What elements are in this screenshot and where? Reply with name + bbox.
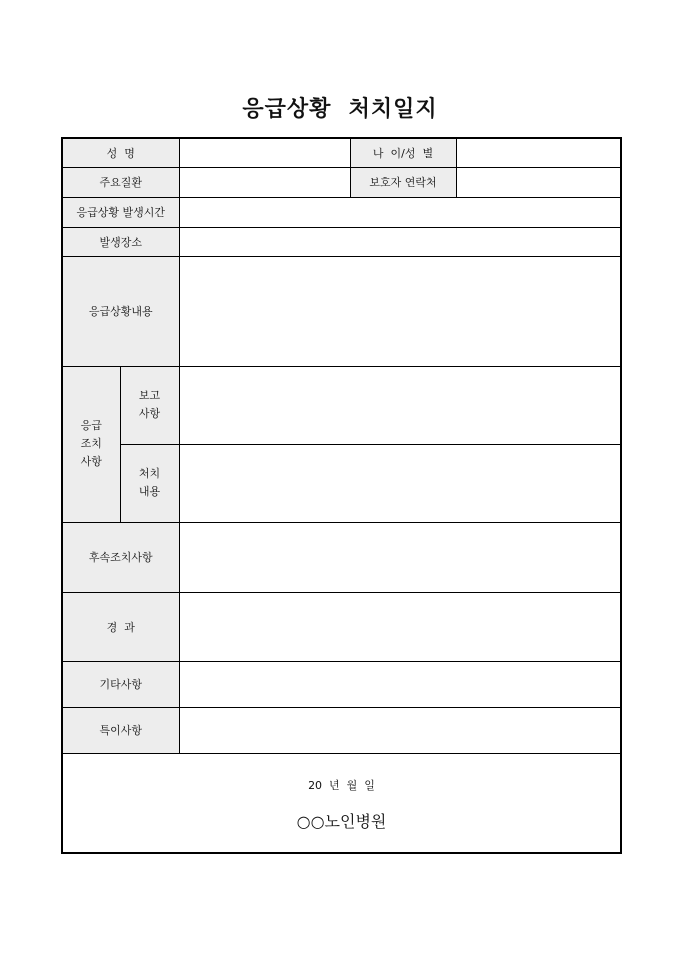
disease-field[interactable] xyxy=(179,167,350,197)
progress-label: 경 과 xyxy=(62,592,179,661)
progress-field[interactable] xyxy=(179,592,621,661)
occurrence-place-label: 발생장소 xyxy=(62,227,179,256)
report-label: 보고 사항 xyxy=(120,366,179,444)
occurrence-time-field[interactable] xyxy=(179,197,621,227)
date-line[interactable]: 20 년 월 일 xyxy=(308,779,375,793)
disease-label: 주요질환 xyxy=(62,167,179,197)
special-notes-field[interactable] xyxy=(179,707,621,753)
signature-footer xyxy=(62,753,621,853)
other-notes-field[interactable] xyxy=(179,661,621,707)
name-field[interactable] xyxy=(179,138,350,167)
report-field[interactable] xyxy=(179,366,621,444)
occurrence-time-label: 응급상황 발생시간 xyxy=(62,197,179,227)
occurrence-place-field[interactable] xyxy=(179,227,621,256)
special-notes-label: 특이사항 xyxy=(62,707,179,753)
hospital-name: ○○노인병원 xyxy=(296,812,387,832)
treatment-label: 처치 내용 xyxy=(120,444,179,522)
treatment-field[interactable] xyxy=(179,444,621,522)
name-label: 성 명 xyxy=(62,138,179,167)
followup-action-field[interactable] xyxy=(179,522,621,592)
guardian-contact-label: 보호자 연락처 xyxy=(350,167,456,197)
emergency-action-label: 응급 조치 사항 xyxy=(62,366,120,522)
guardian-contact-field[interactable] xyxy=(456,167,621,197)
other-notes-label: 기타사항 xyxy=(62,661,179,707)
followup-action-label: 후속조치사항 xyxy=(62,522,179,592)
page-title: 응급상황 처치일지 xyxy=(242,97,438,122)
emergency-content-field[interactable] xyxy=(179,256,621,366)
age-sex-label: 나 이/성 별 xyxy=(350,138,456,167)
emergency-content-label: 응급상황내용 xyxy=(62,256,179,366)
age-sex-field[interactable] xyxy=(456,138,621,167)
emergency-log-table xyxy=(61,137,622,854)
